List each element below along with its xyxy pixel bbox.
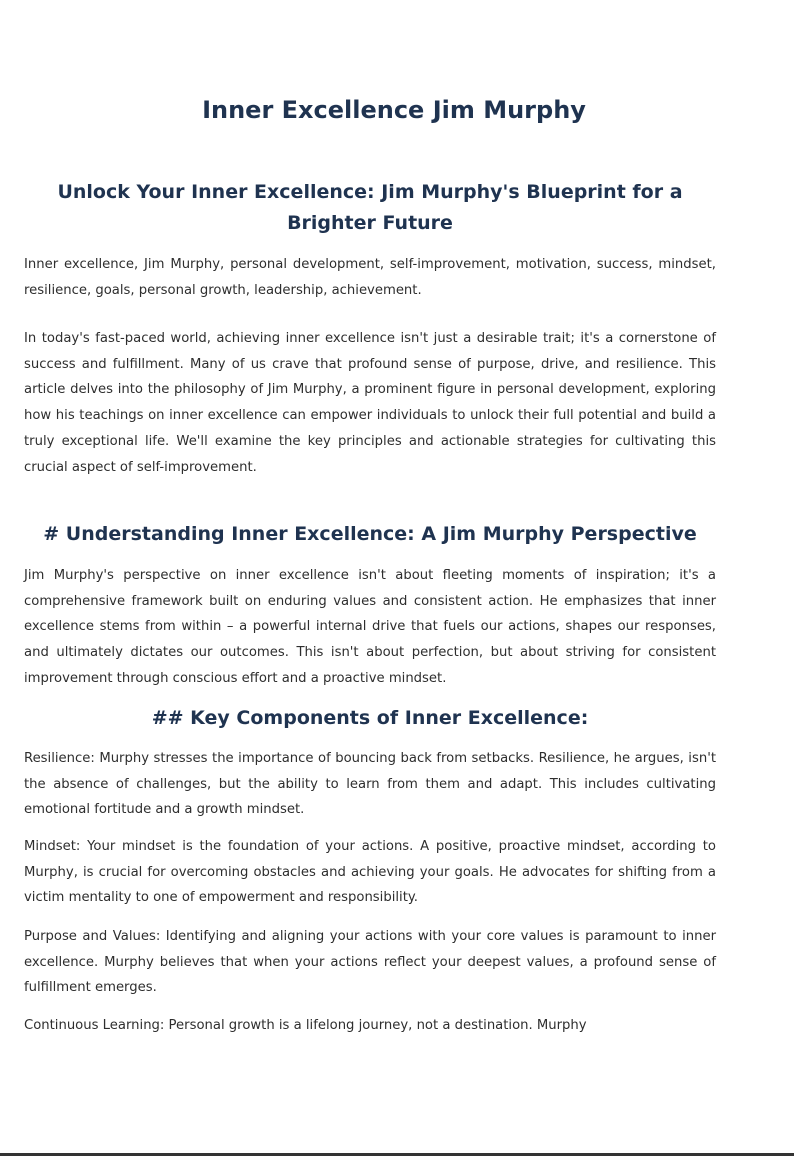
article-subtitle: Unlock Your Inner Excellence: Jim Murphy's Blueprint for a Brighter Future (57, 181, 683, 234)
page-title: Inner Excellence Jim Murphy (202, 96, 586, 124)
intro-paragraph: In today's fast-paced world, achieving inner excellence isn't just a desirable trait; it's a cornerstone of success and fulfillment. Many of us crave that profound sense of purpose, drive, and resilience. This article delves into the philosophy of Jim Murphy, a prominent figure in personal development, exploring how his teachings on inner excellence can empower individuals to unlock their full potential and build a truly exceptional life. We'll examine the key principles and actionable strategies for cultivating this crucial aspect of self-improvement. (24, 331, 716, 475)
continuous-learning-paragraph: Continuous Learning: Personal growth is a lifelong journey, not a destination. Murphy (24, 1018, 587, 1033)
understanding-paragraph: Jim Murphy's perspective on inner excellence isn't about fleeting moments of inspiration; it's a comprehensive framework built on enduring values and consistent action. He emphasizes that inner excellence stems from within – a powerful internal drive that fuels our actions, shapes our responses, and ultimately dictates our outcomes. This isn't about perfection, but about striving for consistent improvement through conscious effort and a proactive mindset. (24, 568, 716, 686)
mindset-paragraph: Mindset: Your mindset is the foundation of your actions. A positive, proactive mindset, according to Murphy, is crucial for overcoming obstacles and achieving your goals. He advocates for shifting from a victim mentality to one of empowerment and responsibility. (24, 839, 716, 906)
keywords-paragraph: Inner excellence, Jim Murphy, personal development, self-improvement, motivation, success, mindset, resilience, goals, personal growth, leadership, achievement. (24, 257, 716, 298)
section-heading-understanding: # Understanding Inner Excellence: A Jim Murphy Perspective (43, 523, 697, 545)
resilience-paragraph: Resilience: Murphy stresses the importance of bouncing back from setbacks. Resilience, he argues, isn't the absence of challenges, but the ability to learn from them and adapt. This includes cultivating emotional fortitude and a growth mindset. (24, 751, 716, 818)
purpose-values-paragraph: Purpose and Values: Identifying and aligning your actions with your core values is paramount to inner excellence. Murphy believes that when your actions reflect your deepest values, a profound sense of fulfillment emerges. (24, 929, 716, 996)
section-heading-key-components: ## Key Components of Inner Excellence: (151, 707, 589, 729)
